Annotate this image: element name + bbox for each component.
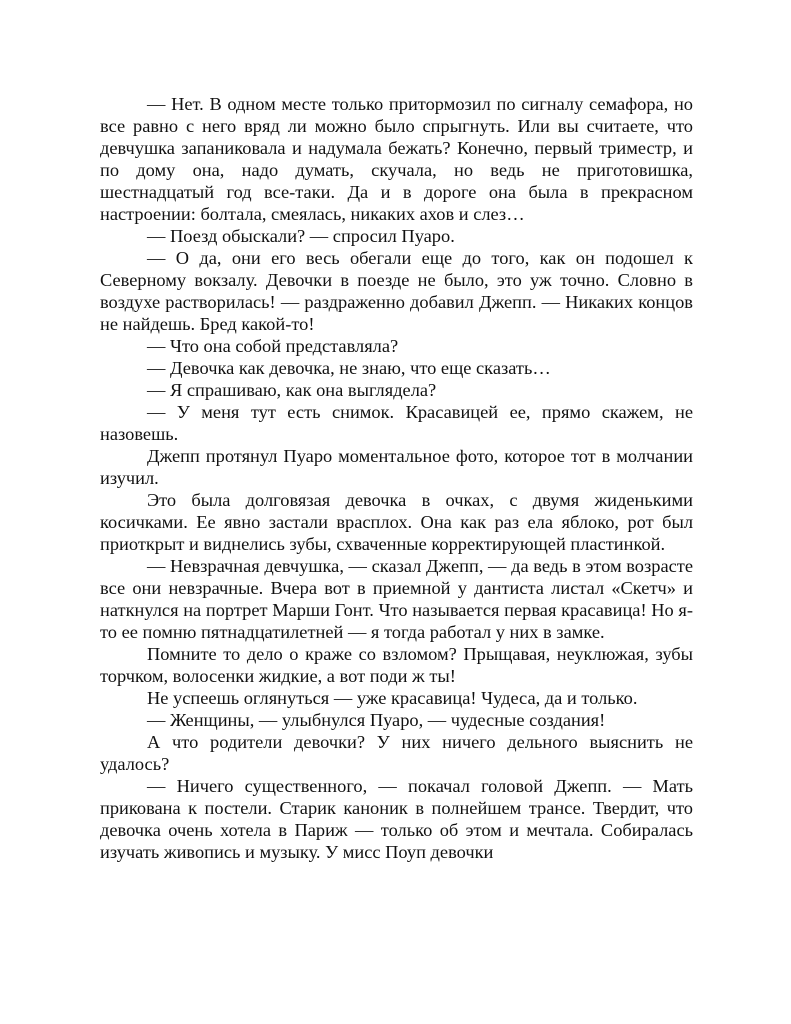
paragraph: А что родители девочки? У них ничего дельного выяснить не удалось? — [100, 732, 693, 774]
paragraph: — Невзрачная девчушка, — сказал Джепп, — да ведь в этом возрасте все они невзрачные. Вчера вот в приемной у дантиста листал «Скетч» и наткнулся на портрет Марши Гонт. Что называется первая красавица! Но я-то ее помню пятнадцатилетней — я тогда работал у них в замке. — [100, 556, 693, 642]
paragraph: — Женщины, — улыбнулся Пуаро, — чудесные создания! — [147, 710, 606, 730]
paragraph: — У меня тут есть снимок. Красавицей ее, прямо скажем, не назовешь. — [100, 402, 693, 444]
paragraph: Джепп протянул Пуаро моментальное фото, которое тот в молчании изучил. — [100, 446, 693, 488]
paragraph: — О да, они его весь обегали еще до того, как он подошел к Северному вокзалу. Девочки в поезде не было, это уж точно. Словно в воздухе растворилась! — раздраженно добавил Джепп. — Никаких концов не найдешь. Бред какой-то! — [100, 248, 693, 334]
paragraph: — Девочка как девочка, не знаю, что еще сказать… — [147, 358, 551, 378]
paragraph: — Ничего существенного, — покачал головой Джепп. — Мать прикована к постели. Старик каноник в полнейшем трансе. Твердит, что девочка очень хотела в Париж — только об этом и мечтала. Собиралась изучать живопись и музыку. У мисс Поуп девочки — [100, 776, 693, 862]
paragraph: — Нет. В одном месте только притормозил по сигналу семафора, но все равно с него вряд ли можно было спрыгнуть. Или вы считаете, что девчушка запаниковала и надумала бежать? Конечно, первый триместр, и по дому она, надо думать, скучала, но ведь не приготовишка, шестнадцатый год все-таки. Да и в дороге она была в прекрасном настроении: болтала, смеялась, никаких ахов и слез… — [100, 94, 693, 224]
paragraph: — Поезд обыскали? — спросил Пуаро. — [147, 226, 455, 246]
paragraph: Помните то дело о краже со взломом? Прыщавая, неуклюжая, зубы торчком, волосенки жидкие, а вот поди ж ты! — [100, 644, 693, 686]
paragraph: Это была долговязая девочка в очках, с двумя жиденькими косичками. Ее явно застали врасплох. Она как раз ела яблоко, рот был приоткрыт и виднелись зубы, схваченные корректирующей пластинкой. — [100, 490, 693, 554]
paragraph: — Я спрашиваю, как она выглядела? — [147, 380, 437, 400]
paragraph: — Что она собой представляла? — [147, 336, 399, 356]
book-page — [100, 93, 693, 863]
paragraph: Не успеешь оглянуться — уже красавица! Чудеса, да и только. — [147, 688, 638, 708]
